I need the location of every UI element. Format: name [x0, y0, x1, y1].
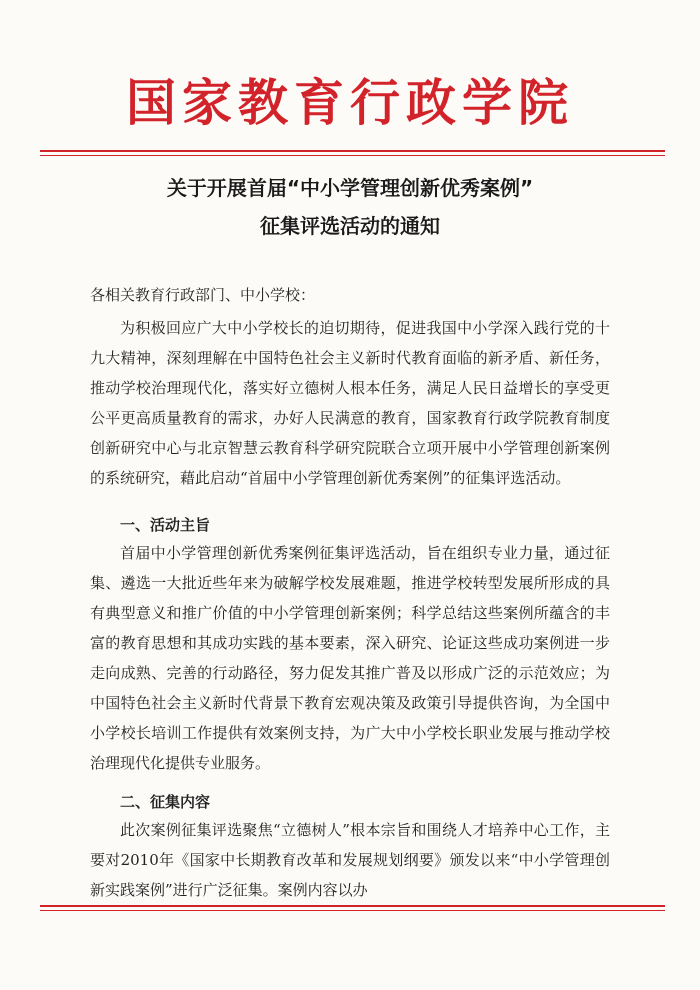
footer-rule-thick [40, 905, 665, 907]
footer-rule-thin [40, 910, 665, 911]
section2-heading: 二、征集内容 [120, 793, 211, 811]
intro-paragraph: 为积极回应广大中小学校长的迫切期待，促进我国中小学深入践行党的十九大精神，深刻理解在中国特色社会主义新时代教育面临的新矛盾、新任务，推动学校治理现代化，落实好立德树人根本任务，满足人民日益增长的享受更公平更高质量教育的需求，办好人民满意的教育，国家教育行政学院教育制度创新研究中心与北京智慧云教育科学研究院联合立项开展中小学管理创新案例的系统研究，藉此启动“首届中小学管理创新优秀案例”的征集评选活动。 [90, 319, 610, 487]
addressee: 各相关教育行政部门、中小学校： [90, 286, 316, 304]
notice-title-line1: 关于开展首届“中小学管理创新优秀案例” [166, 176, 534, 200]
letterhead-rule-thick [40, 150, 665, 152]
notice-title-line2: 征集评选活动的通知 [260, 214, 440, 238]
letterhead-title: 国家教育行政学院 [126, 73, 574, 132]
section1-paragraph: 首届中小学管理创新优秀案例征集评选活动，旨在组织专业力量，通过征集、遴选一大批近些年来为破解学校发展难题，推进学校转型发展所形成的具有典型意义和推广价值的中小学管理创新案例；科学总结这些案例所蕴含的丰富的教育思想和其成功实践的基本要素，深入研究、论证这些成功案例进一步走向成熟、完善的行动路径，努力促发其推广普及以形成广泛的示范效应；为中国特色社会主义新时代背景下教育宏观决策及政策引导提供咨询，为全国中小学校长培训工作提供有效案例支持，为广大中小学校长职业发展与推动学校治理现代化提供专业服务。 [90, 544, 610, 772]
letterhead-rule-thin [40, 155, 665, 156]
section1-heading: 一、活动主旨 [120, 516, 211, 534]
section2-paragraph: 此次案例征集评选聚焦“立德树人”根本宗旨和围绕人才培养中心工作，主要对2010年《国家中长期教育改革和发展规划纲要》颁发以来“中小学管理创新实践案例”进行广泛征集。案例内容以办 [90, 821, 610, 899]
